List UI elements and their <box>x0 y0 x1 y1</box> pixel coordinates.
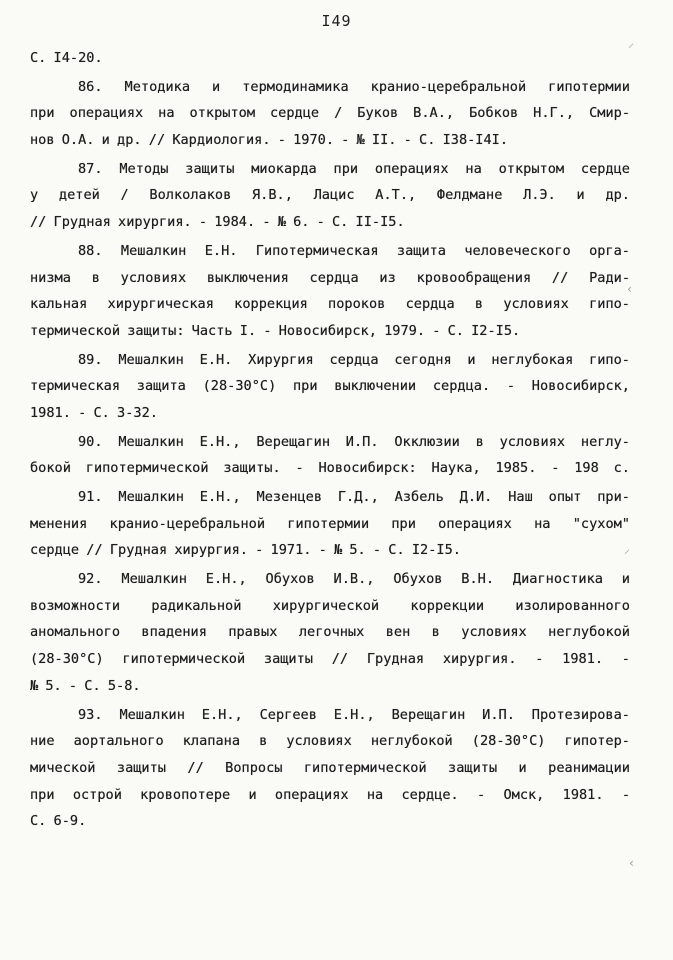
text-line: С. I4-20. <box>30 50 103 66</box>
reference-entry-start: 92. Мешалкин Е.Н., Обухов И.В., Обухов В.Н. Диагностика и <box>78 571 630 588</box>
reference-entry-start: 86. Методика и термодинамика кранио-церебральной гипотермии <box>78 78 630 95</box>
text-line: низма в условиях выключения сердца из кровообращения // Ради- <box>30 269 630 286</box>
bibliography-text <box>30 45 630 835</box>
text-line: у детей / Волколаков Я.В., Лацис А.Т., Фелдмане Л.Э. и др. <box>30 187 630 204</box>
text-line: сердце // Грудная хирургия. - 1971. - № 5. - С. I2-I5. <box>30 542 461 559</box>
text-line: аномального впадения правых легочных вен в условиях неглубокой <box>30 624 630 641</box>
text-line: мической защиты // Вопросы гипотермической защиты и реанимации <box>30 759 630 776</box>
scan-speck: ⸝ <box>624 542 631 556</box>
reference-entry-start: 91. Мешалкин Е.Н., Мезенцев Г.Д., Азбель Д.И. Наш опыт при- <box>78 489 630 505</box>
reference-entry-start: 88. Мешалкин Е.Н. Гипотермическая защита человеческого орга- <box>78 242 630 259</box>
page-number: I49 <box>321 12 352 30</box>
reference-entry-start: 90. Мешалкин Е.Н., Верещагин И.П. Окклюзии в условиях неглу- <box>78 433 630 450</box>
text-line: С. 6-9. <box>30 813 87 830</box>
text-line: при операциях на открытом сердце / Буков В.А., Бобков Н.Г., Смир- <box>30 105 630 122</box>
scan-speck: ‹ <box>626 282 634 296</box>
scan-speck: ⸝ <box>628 36 635 50</box>
text-line: термической защиты: Часть I. - Новосибирск, 1979. - С. I2-I5. <box>30 322 521 339</box>
text-line: 1981. - С. 3-32. <box>30 404 158 421</box>
text-line: (28-30°С) гипотермической защиты // Грудная хирургия. - 1981. - <box>30 651 630 668</box>
reference-entry-start: 89. Мешалкин Е.Н. Хирургия сердца сегодня и неглубокая гипо- <box>78 351 630 368</box>
text-line: нов О.А. и др. // Кардиология. - 1970. - № II. - С. I38-I4I. <box>30 132 509 149</box>
text-line: при острой кровопотере и операциях на сердце. - Омск, 1981. - <box>30 786 630 803</box>
text-line: кальная хирургическая коррекция пороков сердца в условиях гипо- <box>30 296 630 313</box>
text-line: менения кранио-церебральной гипотермии при операциях на "сухом" <box>30 515 630 532</box>
text-line: термическая защита (28-30°С) при выключении сердца. - Новосибирск, <box>30 378 630 395</box>
text-line: ние аортального клапана в условиях неглубокой (28-30°С) гипотер- <box>30 733 630 750</box>
text-line: № 5. - С. 5-8. <box>30 677 141 694</box>
reference-entry-start: 93. Мешалкин Е.Н., Сергеев Е.Н., Верещагин И.П. Протезирова- <box>78 706 630 723</box>
text-line: // Грудная хирургия. - 1984. - № 6. - С. II-I5. <box>30 214 405 231</box>
reference-entry-start: 87. Методы защиты миокарда при операциях на открытом сердце <box>78 160 630 177</box>
scan-speck: ‹ <box>628 856 636 870</box>
text-line: возможности радикальной хирургической коррекции изолированного <box>30 597 630 614</box>
text-line: бокой гипотермической защиты. - Новосибирск: Наука, 1985. - 198 с. <box>30 460 630 477</box>
